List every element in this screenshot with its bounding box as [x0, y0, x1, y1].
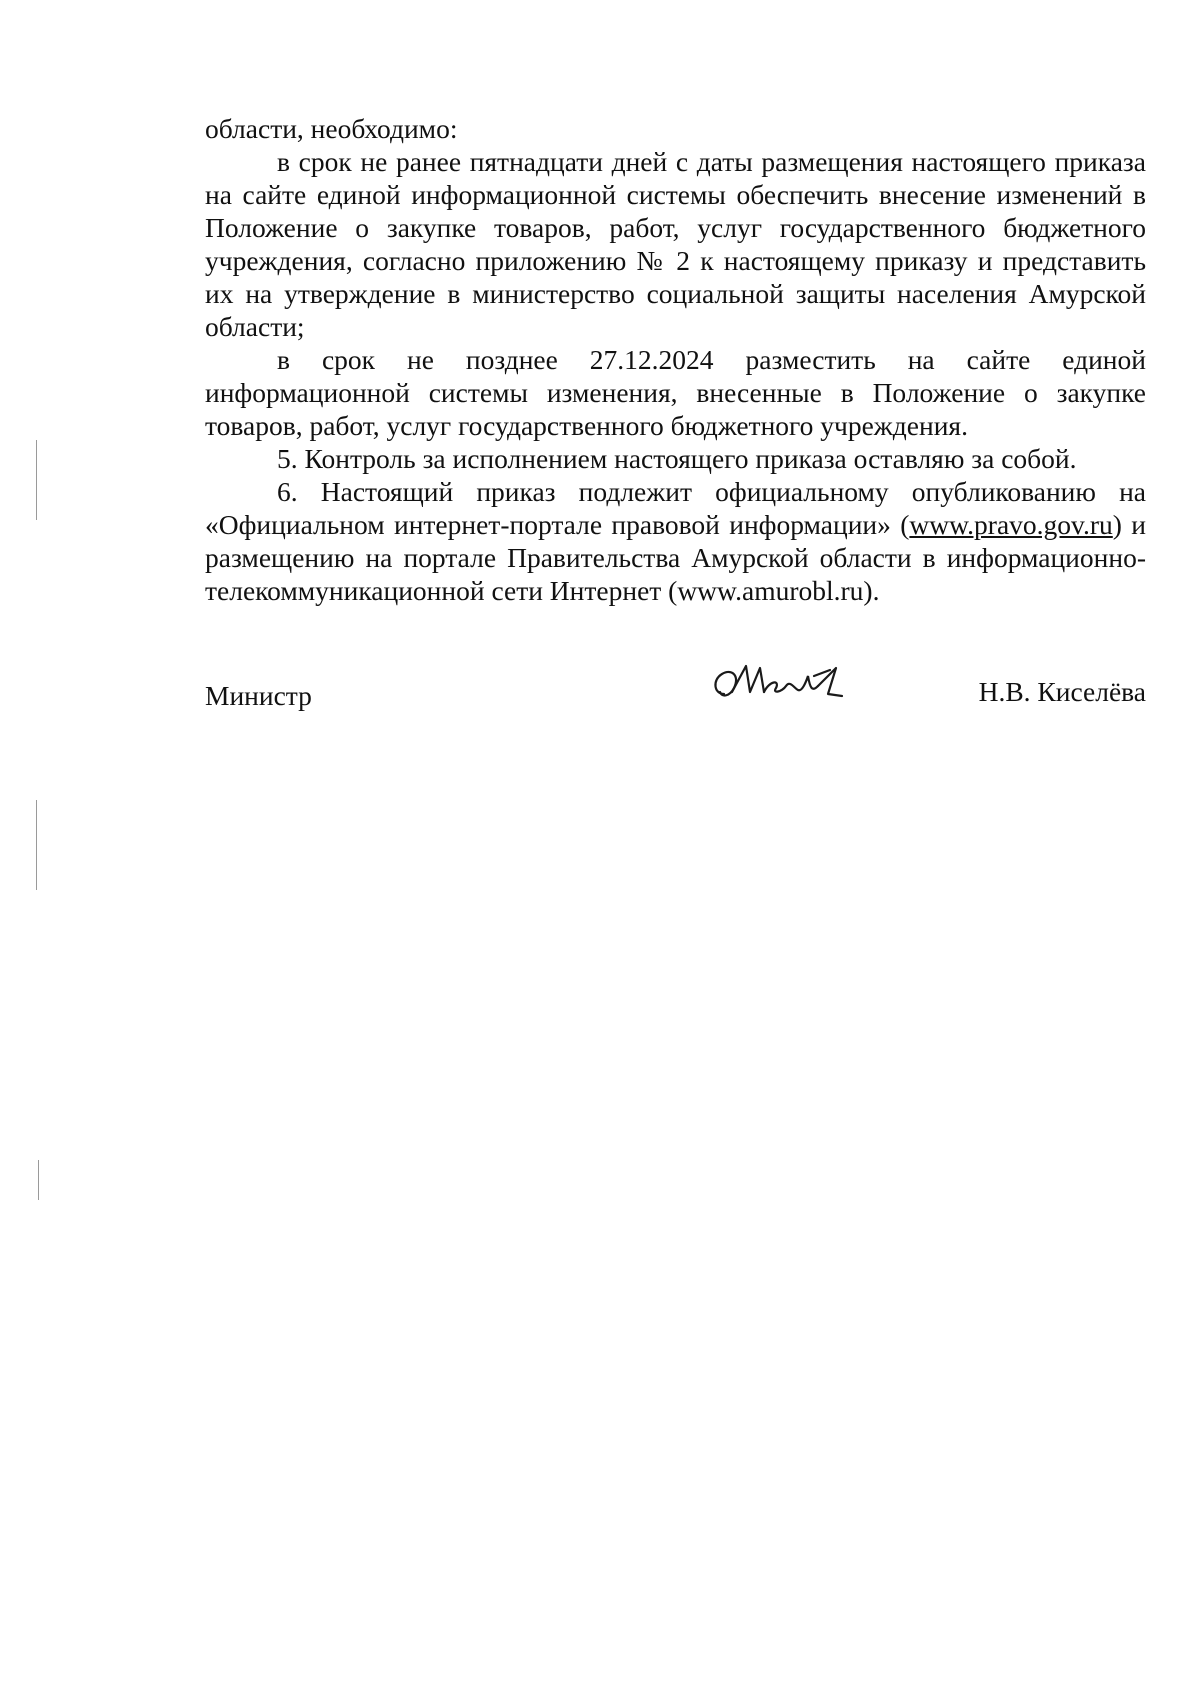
signatory-role: Министр — [205, 680, 312, 711]
handwritten-signature — [710, 658, 850, 714]
paragraph-item-2: в срок не позднее 27.12.2024 разместить на сайте единой информационной системы изменения, внесенные в Положение о закупке товаров, работ, услуг государственного бюджетного учреждения. — [205, 344, 1146, 441]
signatory-name: Н.В. Киселёва — [978, 676, 1146, 707]
paragraph-item-6-end: ) и размещению на портале Правительства Амурской области в информационно-телекоммуникационной сети Интернет (www.amurobl.ru). — [205, 509, 1146, 606]
signature-block — [205, 672, 1146, 722]
scan-artifact-line — [38, 1160, 39, 1200]
paragraph-intro: области, необходимо: — [205, 113, 458, 144]
document-body — [205, 112, 1146, 607]
scan-artifact-line — [36, 440, 37, 520]
pravo-link[interactable]: www.pravo.gov.ru — [909, 509, 1113, 540]
paragraph-item-1: в срок не ранее пятнадцати дней с даты размещения настоящего приказа на сайте единой информационной системы обеспечить внесение изменений в Положение о закупке товаров, работ, услуг государственного бюджетного учреждения, согласно приложению № 2 к настоящему приказу и представить их на утверждение в министерство социальной защиты населения Амурской области; — [205, 146, 1146, 342]
paragraph-item-6-start: 6. Настоящий приказ подлежит официальному опубликованию на «Официальном интернет-портале правовой информации» ( — [205, 476, 1146, 540]
paragraph-item-5: 5. Контроль за исполнением настоящего приказа оставляю за собой. — [277, 443, 1077, 474]
paragraph-item-6 — [205, 475, 1146, 607]
scan-artifact-line — [36, 800, 37, 890]
